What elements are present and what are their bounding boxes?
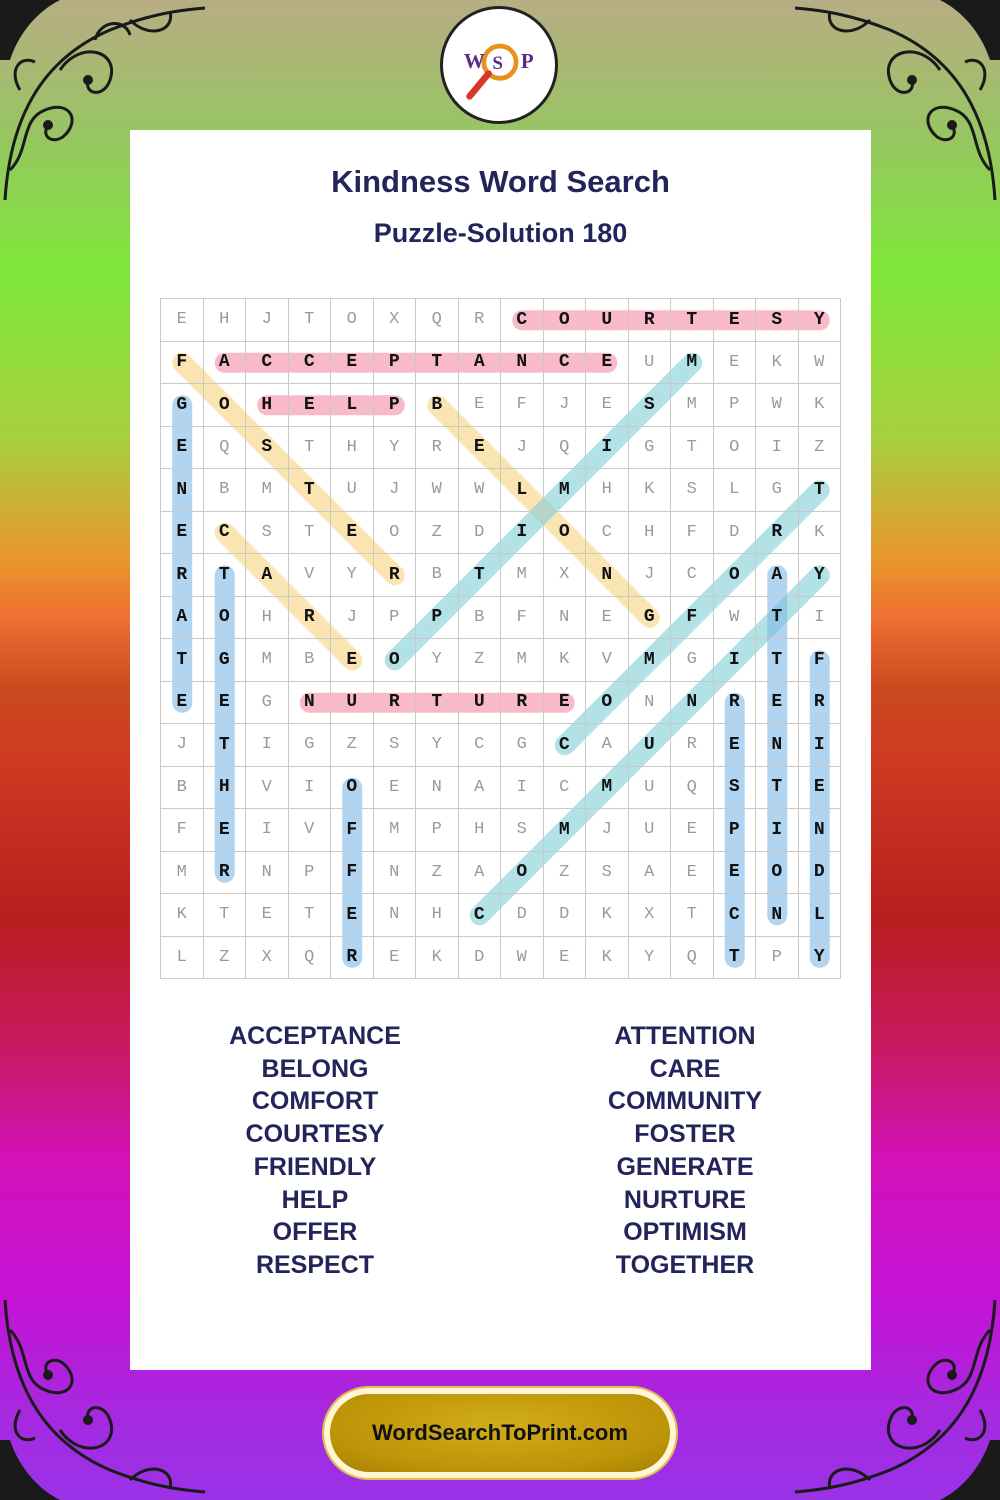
grid-cell[interactable]: C — [459, 724, 502, 767]
grid-cell[interactable]: W — [799, 342, 842, 385]
grid-cell[interactable]: E — [204, 809, 247, 852]
grid-cell[interactable]: M — [629, 639, 672, 682]
grid-cell[interactable]: O — [374, 639, 417, 682]
grid-cell[interactable]: H — [586, 469, 629, 512]
grid-cell[interactable]: K — [756, 342, 799, 385]
grid-cell[interactable]: E — [374, 937, 417, 980]
grid-cell[interactable]: M — [374, 809, 417, 852]
grid-cell[interactable]: T — [204, 894, 247, 937]
grid-cell[interactable]: V — [289, 809, 332, 852]
grid-cell[interactable]: L — [799, 894, 842, 937]
grid-cell[interactable]: E — [714, 724, 757, 767]
grid-cell[interactable]: H — [629, 512, 672, 555]
grid-cell[interactable]: V — [246, 767, 289, 810]
grid-cell[interactable]: E — [799, 767, 842, 810]
grid-cell[interactable]: U — [586, 299, 629, 342]
grid-cell[interactable]: S — [501, 809, 544, 852]
grid-cell[interactable]: B — [416, 554, 459, 597]
grid-cell[interactable]: N — [246, 852, 289, 895]
grid-cell[interactable]: S — [671, 469, 714, 512]
grid-cell[interactable]: N — [416, 767, 459, 810]
grid-cell[interactable]: K — [629, 469, 672, 512]
grid-cell[interactable]: E — [161, 427, 204, 470]
grid-cell[interactable]: K — [586, 894, 629, 937]
grid-cell[interactable]: G — [161, 384, 204, 427]
grid-cell[interactable]: E — [204, 682, 247, 725]
grid-cell[interactable]: T — [289, 299, 332, 342]
grid-cell[interactable]: B — [459, 597, 502, 640]
grid-cell[interactable]: C — [544, 724, 587, 767]
grid-cell[interactable]: E — [459, 384, 502, 427]
grid-cell[interactable]: R — [501, 682, 544, 725]
grid-cell[interactable]: T — [204, 554, 247, 597]
grid-cell[interactable]: M — [544, 809, 587, 852]
grid-cell[interactable]: T — [416, 682, 459, 725]
grid-cell[interactable]: J — [586, 809, 629, 852]
grid-cell[interactable]: Y — [416, 639, 459, 682]
grid-cell[interactable]: O — [714, 554, 757, 597]
word-list-item: BELONG — [261, 1054, 369, 1083]
grid-cell[interactable]: P — [374, 384, 417, 427]
grid-cell[interactable]: D — [799, 852, 842, 895]
website-button[interactable] — [324, 1388, 676, 1478]
grid-cell[interactable]: C — [289, 342, 332, 385]
grid-cell[interactable]: F — [161, 809, 204, 852]
grid-cell[interactable]: D — [459, 512, 502, 555]
grid-cell[interactable]: E — [714, 342, 757, 385]
grid-cell[interactable]: N — [544, 597, 587, 640]
grid-cell[interactable]: U — [629, 809, 672, 852]
grid-cell[interactable]: B — [289, 639, 332, 682]
grid-cell[interactable]: X — [246, 937, 289, 980]
grid-cell[interactable]: H — [204, 299, 247, 342]
logo-letter-w: W — [463, 48, 485, 73]
grid-cell[interactable]: E — [331, 894, 374, 937]
grid-cell[interactable]: K — [586, 937, 629, 980]
grid-cell[interactable]: L — [501, 469, 544, 512]
grid-cell[interactable]: O — [714, 427, 757, 470]
grid-cell[interactable]: E — [586, 342, 629, 385]
grid-cell[interactable]: E — [756, 682, 799, 725]
grid-cell[interactable]: R — [671, 724, 714, 767]
grid-cell[interactable]: R — [161, 554, 204, 597]
grid-cell[interactable]: T — [416, 342, 459, 385]
grid-cell[interactable]: Q — [204, 427, 247, 470]
grid-cell[interactable]: T — [289, 469, 332, 512]
grid-cell[interactable]: I — [799, 724, 842, 767]
grid-cell[interactable]: C — [586, 512, 629, 555]
grid-cell[interactable]: N — [586, 554, 629, 597]
grid-cell[interactable]: G — [289, 724, 332, 767]
grid-cell[interactable]: P — [714, 384, 757, 427]
grid-cell[interactable]: A — [459, 767, 502, 810]
grid-cell[interactable]: N — [799, 809, 842, 852]
grid-cell[interactable]: D — [501, 894, 544, 937]
word-search-grid — [160, 298, 841, 979]
grid-cell[interactable]: J — [161, 724, 204, 767]
grid-cell[interactable]: E — [714, 852, 757, 895]
grid-cell[interactable]: T — [459, 554, 502, 597]
grid-cell[interactable]: H — [416, 894, 459, 937]
grid-cell[interactable]: T — [289, 894, 332, 937]
grid-cell[interactable]: A — [246, 554, 289, 597]
grid-cell[interactable]: R — [756, 512, 799, 555]
grid-cell[interactable]: J — [331, 597, 374, 640]
logo-letter-p: P — [520, 48, 534, 73]
grid-cell[interactable]: O — [331, 767, 374, 810]
grid-cell[interactable]: B — [204, 469, 247, 512]
grid-cell[interactable]: B — [416, 384, 459, 427]
page-subtitle: Puzzle-Solution 180 — [373, 218, 628, 248]
grid-cell[interactable]: X — [374, 299, 417, 342]
grid-cell[interactable]: U — [629, 767, 672, 810]
grid-cell[interactable]: H — [459, 809, 502, 852]
grid-cell[interactable]: O — [501, 852, 544, 895]
grid-cell[interactable]: B — [161, 767, 204, 810]
grid-cell[interactable]: S — [374, 724, 417, 767]
grid-cell[interactable]: C — [544, 342, 587, 385]
grid-cell[interactable]: O — [204, 597, 247, 640]
grid-cell[interactable]: U — [629, 724, 672, 767]
grid-cell[interactable]: Y — [416, 724, 459, 767]
grid-cell[interactable]: N — [629, 682, 672, 725]
grid-cell[interactable]: Z — [416, 512, 459, 555]
grid-cell[interactable]: C — [501, 299, 544, 342]
grid-cell[interactable]: E — [331, 342, 374, 385]
grid-cell[interactable]: O — [374, 512, 417, 555]
grid-cell[interactable]: O — [756, 852, 799, 895]
grid-cell[interactable]: F — [331, 809, 374, 852]
grid-cell[interactable]: E — [331, 639, 374, 682]
grid-cell[interactable]: T — [161, 639, 204, 682]
grid-cell[interactable]: U — [629, 342, 672, 385]
grid-cell[interactable]: T — [671, 427, 714, 470]
wsp-logo — [440, 6, 558, 124]
grid-cell[interactable]: R — [289, 597, 332, 640]
grid-cell[interactable]: A — [459, 342, 502, 385]
grid-cell[interactable]: M — [161, 852, 204, 895]
grid-cell[interactable]: A — [586, 724, 629, 767]
grid-cell[interactable]: Q — [671, 767, 714, 810]
grid-cell[interactable]: D — [544, 894, 587, 937]
grid-cell[interactable]: Z — [204, 937, 247, 980]
grid-cell[interactable]: C — [714, 894, 757, 937]
grid-cell[interactable]: G — [246, 682, 289, 725]
grid-cell[interactable]: R — [374, 554, 417, 597]
grid-cell[interactable]: H — [246, 597, 289, 640]
grid-cell[interactable]: Z — [544, 852, 587, 895]
word-list-item: COMMUNITY — [607, 1087, 763, 1116]
grid-cell[interactable]: E — [331, 512, 374, 555]
grid-cell[interactable]: E — [161, 299, 204, 342]
grid-cell[interactable]: W — [756, 384, 799, 427]
website-label: WordSearchToPrint.com — [372, 1420, 628, 1445]
grid-cell[interactable]: M — [501, 554, 544, 597]
grid-cell[interactable]: M — [671, 384, 714, 427]
grid-cell[interactable]: I — [714, 639, 757, 682]
grid-cell[interactable]: S — [246, 427, 289, 470]
word-list-item: OPTIMISM — [623, 1218, 747, 1247]
grid-cell[interactable]: O — [204, 384, 247, 427]
grid-cell[interactable]: U — [331, 469, 374, 512]
grid-cell[interactable]: F — [331, 852, 374, 895]
grid-cell[interactable]: U — [331, 682, 374, 725]
grid-cell[interactable]: O — [331, 299, 374, 342]
grid-cell[interactable]: I — [799, 597, 842, 640]
grid-cell[interactable]: V — [586, 639, 629, 682]
grid-cell[interactable]: E — [289, 384, 332, 427]
grid-cell[interactable]: P — [714, 809, 757, 852]
grid-cell[interactable]: G — [756, 469, 799, 512]
grid-cell[interactable]: R — [714, 682, 757, 725]
grid-cell[interactable]: H — [204, 767, 247, 810]
grid-cell[interactable]: R — [629, 299, 672, 342]
word-list-item: CARE — [649, 1054, 721, 1083]
grid-cell[interactable]: F — [671, 597, 714, 640]
grid-cell[interactable]: N — [374, 852, 417, 895]
grid-cell[interactable]: E — [586, 597, 629, 640]
grid-cell[interactable]: T — [714, 937, 757, 980]
grid-cell[interactable]: I — [501, 767, 544, 810]
grid-cell[interactable]: A — [204, 342, 247, 385]
grid-cell[interactable]: Z — [799, 427, 842, 470]
grid-cell[interactable]: E — [459, 427, 502, 470]
grid-cell[interactable]: M — [246, 639, 289, 682]
grid-cell[interactable]: Y — [374, 427, 417, 470]
grid-cell[interactable]: C — [459, 894, 502, 937]
grid-cell[interactable]: Y — [629, 937, 672, 980]
grid-cell[interactable]: K — [799, 384, 842, 427]
grid-cell[interactable]: E — [714, 299, 757, 342]
grid-cell[interactable]: T — [671, 299, 714, 342]
page-title: Kindness Word Search — [331, 164, 670, 199]
grid-cell[interactable]: K — [416, 937, 459, 980]
grid-cell[interactable]: C — [204, 512, 247, 555]
word-list-item: ACCEPTANCE — [229, 1022, 401, 1050]
grid-cell[interactable]: I — [501, 512, 544, 555]
grid-cell[interactable]: R — [204, 852, 247, 895]
grid-cell[interactable]: R — [331, 937, 374, 980]
word-list-item: OFFER — [272, 1218, 358, 1247]
grid-cell[interactable]: T — [799, 469, 842, 512]
grid-cell[interactable]: C — [671, 554, 714, 597]
grid-cell[interactable]: T — [671, 894, 714, 937]
grid-cell[interactable]: S — [629, 384, 672, 427]
word-list-item: COURTESY — [245, 1120, 385, 1149]
grid-cell[interactable]: I — [289, 767, 332, 810]
grid-cell[interactable]: W — [714, 597, 757, 640]
grid-cell[interactable]: E — [374, 767, 417, 810]
grid-cell[interactable]: M — [544, 469, 587, 512]
grid-cell[interactable]: G — [501, 724, 544, 767]
word-list-item: TOGETHER — [615, 1250, 755, 1279]
grid-cell[interactable]: Q — [671, 937, 714, 980]
grid-cell[interactable]: G — [204, 639, 247, 682]
grid-cell[interactable]: E — [161, 512, 204, 555]
grid-cell[interactable]: Q — [544, 427, 587, 470]
grid-cell[interactable]: A — [629, 852, 672, 895]
word-list-item: NURTURE — [623, 1185, 747, 1214]
grid-cell[interactable]: P — [416, 809, 459, 852]
grid-cell[interactable]: G — [629, 427, 672, 470]
grid-cell[interactable]: F — [501, 597, 544, 640]
word-list-item: FOSTER — [634, 1120, 736, 1149]
grid-cell[interactable]: C — [246, 342, 289, 385]
grid-cell[interactable]: A — [161, 597, 204, 640]
grid-cell[interactable]: T — [756, 597, 799, 640]
grid-cell[interactable]: E — [161, 682, 204, 725]
word-list-item: COMFORT — [251, 1087, 379, 1116]
grid-cell[interactable]: J — [629, 554, 672, 597]
grid-cell[interactable]: P — [289, 852, 332, 895]
grid-cell[interactable]: I — [756, 809, 799, 852]
grid-cell[interactable]: K — [799, 512, 842, 555]
word-list-right — [500, 1020, 870, 1282]
word-list-item: ATTENTION — [614, 1022, 756, 1050]
grid-cell[interactable]: R — [799, 682, 842, 725]
grid-cell[interactable]: E — [544, 682, 587, 725]
grid-cell[interactable]: K — [161, 894, 204, 937]
grid-cell[interactable]: F — [161, 342, 204, 385]
grid-cell[interactable]: C — [544, 767, 587, 810]
word-list-item: GENERATE — [616, 1152, 754, 1181]
grid-cell[interactable]: Y — [799, 554, 842, 597]
grid-cell[interactable]: Y — [799, 937, 842, 980]
grid-cell[interactable]: J — [374, 469, 417, 512]
grid-cell[interactable]: N — [756, 894, 799, 937]
grid-cell[interactable]: T — [756, 639, 799, 682]
grid-cell[interactable]: D — [459, 937, 502, 980]
grid-cell[interactable]: N — [501, 342, 544, 385]
grid-cell[interactable]: R — [459, 299, 502, 342]
grid-cell[interactable]: G — [671, 639, 714, 682]
grid-cell[interactable]: W — [416, 469, 459, 512]
grid-cell[interactable]: O — [544, 512, 587, 555]
grid-cell[interactable]: O — [544, 299, 587, 342]
grid-cell[interactable]: J — [501, 427, 544, 470]
grid-cell[interactable]: L — [161, 937, 204, 980]
word-list-item: FRIENDLY — [253, 1152, 377, 1181]
grid-cell[interactable]: V — [289, 554, 332, 597]
logo-letter-s: S — [492, 52, 503, 74]
grid-cell[interactable]: E — [246, 894, 289, 937]
grid-cell[interactable]: A — [756, 554, 799, 597]
grid-cell[interactable]: S — [246, 512, 289, 555]
grid-cell[interactable]: N — [756, 724, 799, 767]
grid-cell[interactable]: J — [246, 299, 289, 342]
grid-cell[interactable]: E — [671, 809, 714, 852]
grid-cell[interactable]: Q — [416, 299, 459, 342]
grid-cell[interactable]: L — [331, 384, 374, 427]
grid-cell[interactable]: E — [586, 384, 629, 427]
grid-cell[interactable]: Y — [331, 554, 374, 597]
grid-cell[interactable]: R — [374, 682, 417, 725]
grid-cell[interactable]: I — [756, 427, 799, 470]
word-list-item: RESPECT — [255, 1250, 375, 1279]
grid-cell[interactable]: K — [544, 639, 587, 682]
grid-cell[interactable]: P — [374, 342, 417, 385]
grid-cell[interactable]: T — [204, 724, 247, 767]
grid-cell[interactable]: N — [161, 469, 204, 512]
grid-cell[interactable]: A — [459, 852, 502, 895]
grid-cell[interactable]: I — [246, 724, 289, 767]
grid-cell[interactable]: N — [289, 682, 332, 725]
puzzle-card — [130, 130, 871, 1370]
word-list-item: HELP — [281, 1185, 349, 1214]
grid-cell[interactable]: M — [586, 767, 629, 810]
grid-cell[interactable]: M — [671, 342, 714, 385]
grid-cell[interactable]: H — [331, 427, 374, 470]
grid-cell[interactable]: X — [544, 554, 587, 597]
grid-cell[interactable]: U — [459, 682, 502, 725]
grid-cell[interactable]: E — [671, 852, 714, 895]
grid-cell[interactable]: H — [246, 384, 289, 427]
grid-cell[interactable]: T — [289, 512, 332, 555]
grid-cell[interactable]: X — [629, 894, 672, 937]
grid-cell[interactable]: W — [459, 469, 502, 512]
grid-cell[interactable]: M — [246, 469, 289, 512]
grid-cell[interactable]: P — [416, 597, 459, 640]
grid-cell[interactable]: J — [544, 384, 587, 427]
grid-cell[interactable]: S — [756, 299, 799, 342]
grid-cell[interactable]: T — [756, 767, 799, 810]
grid-cell[interactable]: I — [246, 809, 289, 852]
grid-cell[interactable]: Y — [799, 299, 842, 342]
grid-cell[interactable]: P — [756, 937, 799, 980]
grid-cell[interactable]: L — [714, 469, 757, 512]
grid-cell[interactable]: M — [501, 639, 544, 682]
grid-cell[interactable]: N — [374, 894, 417, 937]
grid-cell[interactable]: F — [671, 512, 714, 555]
grid-cell[interactable]: S — [714, 767, 757, 810]
grid-cell[interactable]: Q — [289, 937, 332, 980]
grid-cell[interactable]: T — [289, 427, 332, 470]
grid-cell[interactable]: N — [671, 682, 714, 725]
grid-cell[interactable]: O — [586, 682, 629, 725]
grid-cell[interactable]: F — [501, 384, 544, 427]
grid-cell[interactable]: Z — [331, 724, 374, 767]
grid-cell[interactable]: W — [501, 937, 544, 980]
grid-cell[interactable]: Z — [416, 852, 459, 895]
word-list-left — [130, 1020, 500, 1282]
grid-cell[interactable]: I — [586, 427, 629, 470]
grid-cell[interactable]: D — [714, 512, 757, 555]
grid-cell[interactable]: S — [586, 852, 629, 895]
grid-cell[interactable]: E — [544, 937, 587, 980]
grid-cell[interactable]: F — [799, 639, 842, 682]
grid-cell[interactable]: R — [416, 427, 459, 470]
grid-cell[interactable]: P — [374, 597, 417, 640]
grid-cell[interactable]: Z — [459, 639, 502, 682]
grid-cell[interactable]: G — [629, 597, 672, 640]
